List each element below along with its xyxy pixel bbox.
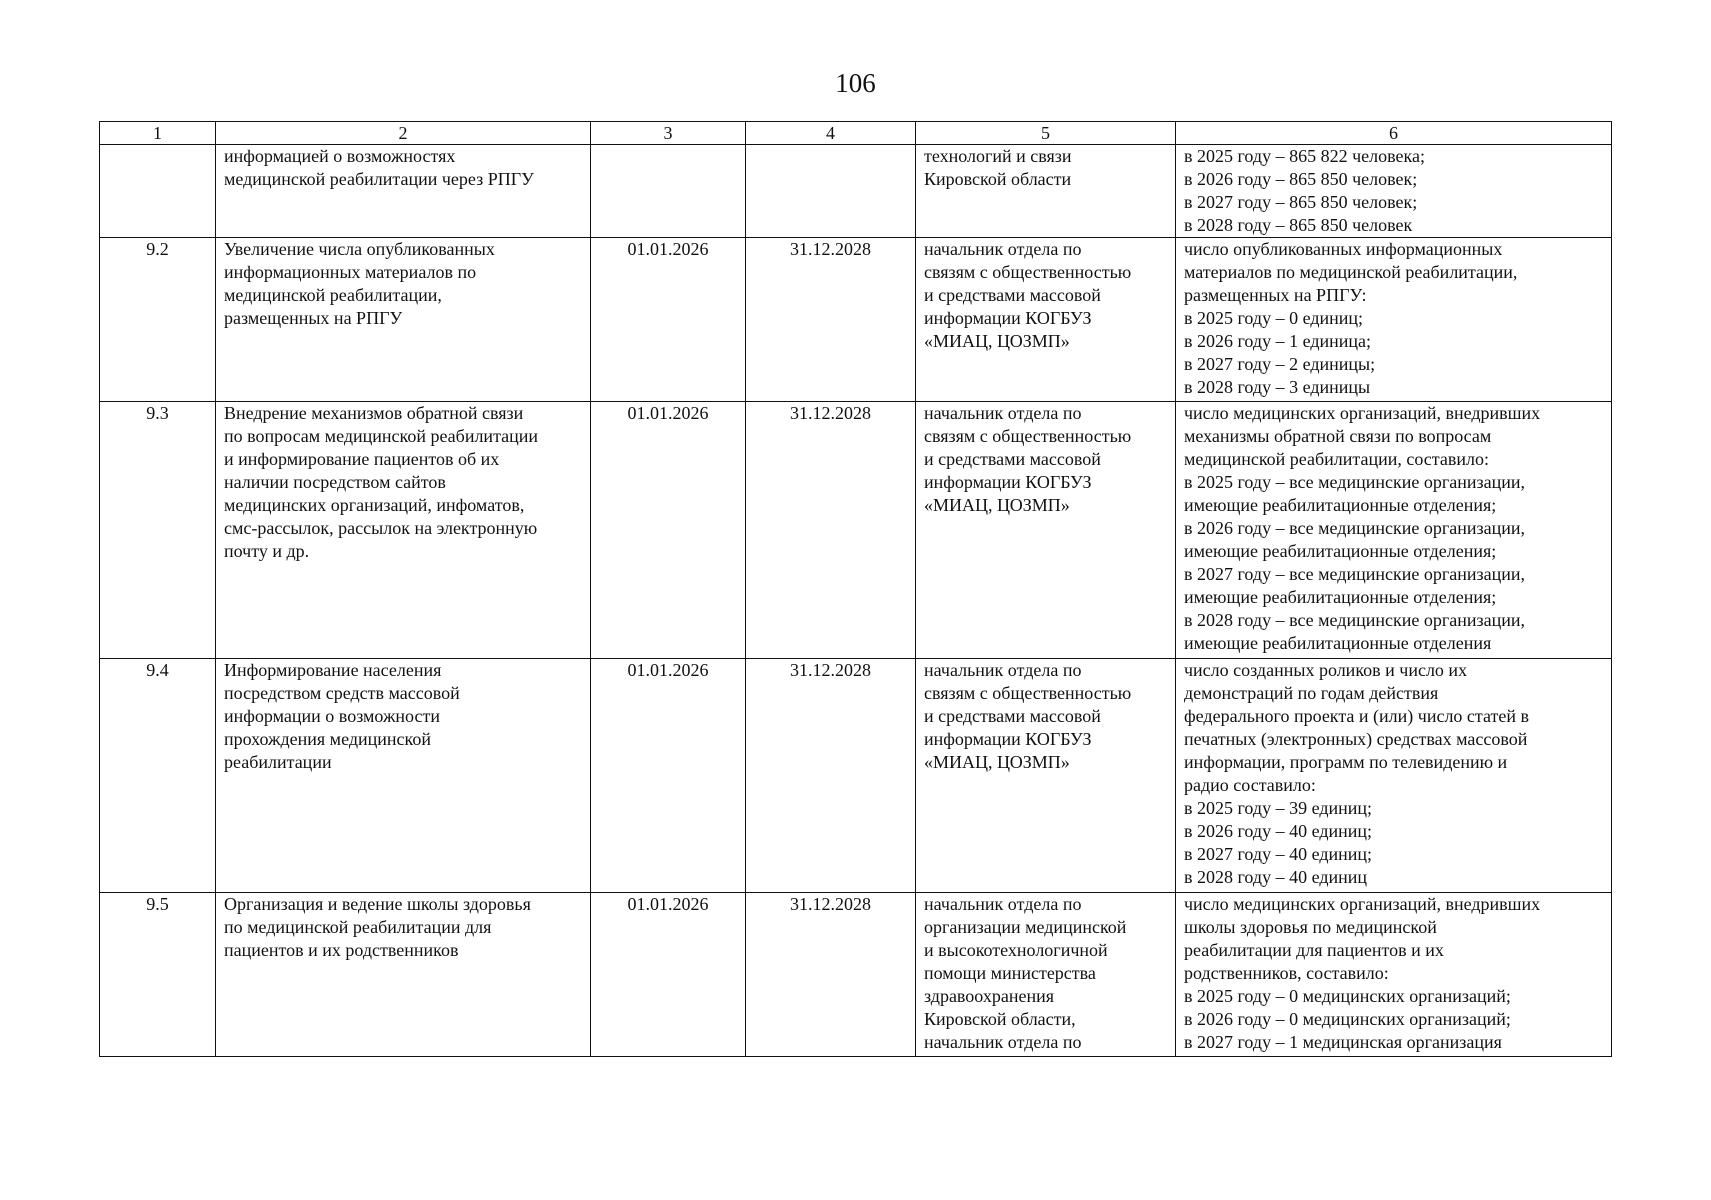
activity-line: медицинских организаций, инфоматов, [224, 495, 525, 515]
activity-line: пациентов и их родственников [224, 940, 459, 960]
indicator-cell [1176, 402, 1612, 659]
indicator-line: в 2028 году – все медицинские организации, [1184, 610, 1525, 630]
table-row [100, 145, 1612, 238]
indicator-line: печатных (электронных) средствах массовой [1184, 729, 1528, 749]
column-header-5: 5 [916, 122, 1176, 145]
activity-line: по медицинской реабилитации для [224, 917, 492, 937]
responsible-line: организации медицинской [924, 917, 1127, 937]
responsible-cell [916, 145, 1176, 238]
start-date: 01.01.2026 [591, 402, 746, 659]
end-date: 31.12.2028 [746, 238, 916, 402]
indicator-line: в 2027 году – 865 850 человек; [1184, 192, 1418, 212]
measures-table [99, 121, 1612, 1057]
indicator-line: демонстраций по годам действия [1184, 683, 1439, 703]
responsible-cell [916, 893, 1176, 1057]
indicator-cell [1176, 893, 1612, 1057]
indicator-line: в 2025 году – 0 единиц; [1184, 308, 1364, 328]
activity-line: по вопросам медицинской реабилитации [224, 426, 539, 446]
indicator-line: в 2027 году – 2 единицы; [1184, 354, 1376, 374]
row-number: 9.3 [100, 402, 216, 659]
activity-line: информационных материалов по [224, 262, 477, 282]
responsible-line: связям с общественностью [924, 262, 1132, 282]
responsible-line: Кировской области, [924, 1009, 1076, 1029]
responsible-line: и средствами массовой [924, 285, 1101, 305]
indicator-line: в 2027 году – 40 единиц; [1184, 844, 1373, 864]
responsible-line: связям с общественностью [924, 426, 1132, 446]
indicator-cell [1176, 145, 1612, 238]
activity-line: почту и др. [224, 541, 310, 561]
activity-line: Увеличение числа опубликованных [224, 239, 495, 259]
indicator-line: в 2026 году – 40 единиц; [1184, 821, 1373, 841]
responsible-line: начальник отдела по [924, 403, 1082, 423]
table-row [100, 659, 1612, 893]
table-row [100, 238, 1612, 402]
indicator-line: имеющие реабилитационные отделения; [1184, 541, 1497, 561]
responsible-line: и средствами массовой [924, 706, 1101, 726]
indicator-line: имеющие реабилитационные отделения [1184, 633, 1492, 653]
responsible-line: информации КОГБУЗ [924, 729, 1092, 749]
indicator-line: число медицинских организаций, внедривших [1184, 894, 1541, 914]
activity-line: Информирование населения [224, 660, 442, 680]
table-header-row [100, 122, 1612, 145]
indicator-line: в 2028 году – 40 единиц [1184, 867, 1368, 887]
end-date: 31.12.2028 [746, 893, 916, 1057]
start-date [591, 145, 746, 238]
activity-line: медицинской реабилитации через РПГУ [224, 169, 534, 189]
indicator-line: число опубликованных информационных [1184, 239, 1503, 259]
end-date [746, 145, 916, 238]
responsible-line: начальник отдела по [924, 1032, 1082, 1052]
start-date: 01.01.2026 [591, 238, 746, 402]
indicator-line: родственников, составило: [1184, 963, 1389, 983]
activity-line: прохождения медицинской [224, 729, 431, 749]
column-header-2: 2 [216, 122, 591, 145]
column-header-1: 1 [100, 122, 216, 145]
responsible-line: начальник отдела по [924, 894, 1082, 914]
indicator-line: информации, программ по телевидению и [1184, 752, 1508, 772]
indicator-line: в 2028 году – 3 единицы [1184, 377, 1371, 397]
indicator-line: в 2025 году – все медицинские организации, [1184, 472, 1525, 492]
activity-line: и информирование пациентов об их [224, 449, 500, 469]
responsible-line: и высокотехнологичной [924, 940, 1108, 960]
indicator-line: в 2025 году – 39 единиц; [1184, 798, 1373, 818]
row-number: 9.2 [100, 238, 216, 402]
indicator-line: имеющие реабилитационные отделения; [1184, 587, 1497, 607]
start-date: 01.01.2026 [591, 893, 746, 1057]
indicator-cell [1176, 238, 1612, 402]
end-date: 31.12.2028 [746, 659, 916, 893]
activity-cell [216, 238, 591, 402]
activity-cell [216, 893, 591, 1057]
activity-line: Внедрение механизмов обратной связи [224, 403, 524, 423]
indicator-line: в 2026 году – все медицинские организации, [1184, 518, 1525, 538]
activity-line: медицинской реабилитации, [224, 285, 442, 305]
responsible-cell [916, 238, 1176, 402]
indicator-line: в 2025 году – 865 822 человека; [1184, 146, 1425, 166]
indicator-line: федерального проекта и (или) число статей в [1184, 706, 1530, 726]
indicator-line: число медицинских организаций, внедривших [1184, 403, 1541, 423]
activity-line: наличии посредством сайтов [224, 472, 446, 492]
activity-line: Организация и ведение школы здоровья [224, 894, 531, 914]
indicator-line: имеющие реабилитационные отделения; [1184, 495, 1497, 515]
indicator-line: в 2027 году – 1 медицинская организация [1184, 1032, 1502, 1052]
indicator-line: размещенных на РПГУ: [1184, 285, 1367, 305]
responsible-line: начальник отдела по [924, 660, 1082, 680]
indicator-line: материалов по медицинской реабилитации, [1184, 262, 1518, 282]
responsible-line: помощи министерства [924, 963, 1096, 983]
end-date: 31.12.2028 [746, 402, 916, 659]
responsible-line: здравоохранения [924, 986, 1055, 1006]
responsible-line: Кировской области [924, 169, 1072, 189]
row-number [100, 145, 216, 238]
table-row [100, 402, 1612, 659]
start-date: 01.01.2026 [591, 659, 746, 893]
activity-line: реабилитации [224, 752, 332, 772]
indicator-line: реабилитации для пациентов и их [1184, 940, 1444, 960]
activity-cell [216, 145, 591, 238]
row-number: 9.5 [100, 893, 216, 1057]
page-number: 106 [835, 68, 876, 98]
indicator-line: в 2025 году – 0 медицинских организаций; [1184, 986, 1511, 1006]
column-header-3: 3 [591, 122, 746, 145]
responsible-line: технологий и связи [924, 146, 1072, 166]
responsible-line: информации КОГБУЗ [924, 472, 1092, 492]
indicator-line: медицинской реабилитации, составило: [1184, 449, 1489, 469]
indicator-line: число созданных роликов и число их [1184, 660, 1468, 680]
responsible-cell [916, 659, 1176, 893]
indicator-line: в 2026 году – 1 единица; [1184, 331, 1372, 351]
row-number: 9.4 [100, 659, 216, 893]
column-header-4: 4 [746, 122, 916, 145]
indicator-line: школы здоровья по медицинской [1184, 917, 1437, 937]
responsible-line: начальник отдела по [924, 239, 1082, 259]
activity-line: информации о возможности [224, 706, 440, 726]
indicator-line: радио составило: [1184, 775, 1316, 795]
activity-cell [216, 659, 591, 893]
activity-line: посредством средств массовой [224, 683, 460, 703]
activity-line: информацией о возможностях [224, 146, 456, 166]
responsible-line: связям с общественностью [924, 683, 1132, 703]
activity-cell [216, 402, 591, 659]
indicator-line: в 2028 году – 865 850 человек [1184, 215, 1413, 235]
indicator-cell [1176, 659, 1612, 893]
activity-line: размещенных на РПГУ [224, 308, 403, 328]
table-row [100, 893, 1612, 1057]
responsible-cell [916, 402, 1176, 659]
indicator-line: в 2026 году – 0 медицинских организаций; [1184, 1009, 1511, 1029]
indicator-line: механизмы обратной связи по вопросам [1184, 426, 1492, 446]
column-header-6: 6 [1176, 122, 1612, 145]
responsible-line: и средствами массовой [924, 449, 1101, 469]
activity-line: смс-рассылок, рассылок на электронную [224, 518, 538, 538]
responsible-line: «МИАЦ, ЦОЗМП» [924, 752, 1070, 772]
indicator-line: в 2026 году – 865 850 человек; [1184, 169, 1418, 189]
responsible-line: «МИАЦ, ЦОЗМП» [924, 331, 1070, 351]
indicator-line: в 2027 году – все медицинские организации, [1184, 564, 1525, 584]
responsible-line: «МИАЦ, ЦОЗМП» [924, 495, 1070, 515]
responsible-line: информации КОГБУЗ [924, 308, 1092, 328]
